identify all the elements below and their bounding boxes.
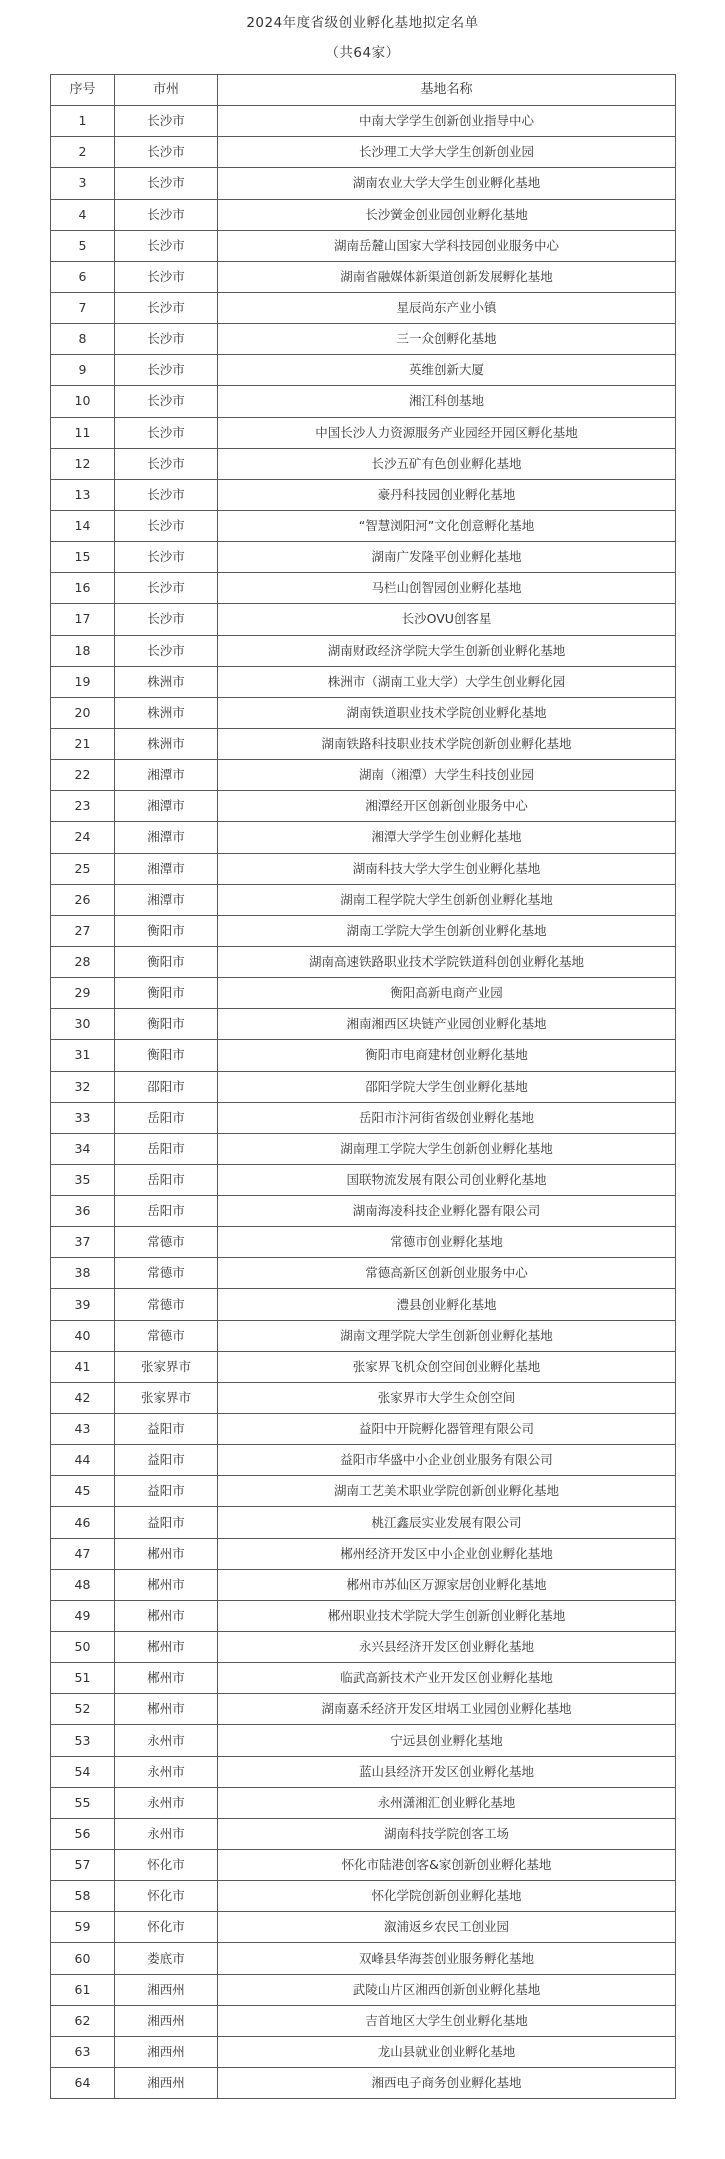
cell-base-name: 郴州市苏仙区万源家居创业孵化基地 <box>218 1569 676 1600</box>
table-row <box>51 1227 676 1258</box>
table-row <box>51 1414 676 1445</box>
table-row <box>51 199 676 230</box>
cell-city: 岳阳市 <box>115 1133 218 1164</box>
cell-serial-number: 45 <box>51 1476 115 1507</box>
cell-base-name: 湖南铁路科技职业技术学院创新创业孵化基地 <box>218 728 676 759</box>
cell-city: 永州市 <box>115 1756 218 1787</box>
cell-serial-number: 14 <box>51 510 115 541</box>
cell-city: 衡阳市 <box>115 946 218 977</box>
cell-base-name: 长沙黉金创业园创业孵化基地 <box>218 199 676 230</box>
cell-serial-number: 11 <box>51 417 115 448</box>
cell-serial-number: 43 <box>51 1414 115 1445</box>
cell-serial-number: 24 <box>51 822 115 853</box>
cell-serial-number: 36 <box>51 1196 115 1227</box>
cell-city: 长沙市 <box>115 106 218 137</box>
cell-base-name: 怀化学院创新创业孵化基地 <box>218 1881 676 1912</box>
cell-city: 长沙市 <box>115 324 218 355</box>
cell-base-name: 邵阳学院大学生创业孵化基地 <box>218 1071 676 1102</box>
table-row <box>51 1382 676 1413</box>
cell-city: 湘潭市 <box>115 853 218 884</box>
cell-serial-number: 23 <box>51 791 115 822</box>
cell-city: 怀化市 <box>115 1881 218 1912</box>
cell-serial-number: 22 <box>51 760 115 791</box>
cell-serial-number: 37 <box>51 1227 115 1258</box>
cell-base-name: 张家界飞机众创空间创业孵化基地 <box>218 1351 676 1382</box>
table-row <box>51 635 676 666</box>
cell-serial-number: 32 <box>51 1071 115 1102</box>
cell-base-name: 湖南科技学院创客工场 <box>218 1818 676 1849</box>
cell-serial-number: 46 <box>51 1507 115 1538</box>
cell-base-name: 吉首地区大学生创业孵化基地 <box>218 2005 676 2036</box>
cell-serial-number: 51 <box>51 1663 115 1694</box>
cell-city: 衡阳市 <box>115 1009 218 1040</box>
cell-city: 常德市 <box>115 1227 218 1258</box>
table-row <box>51 1102 676 1133</box>
cell-city: 长沙市 <box>115 542 218 573</box>
table-row <box>51 1694 676 1725</box>
table-row <box>51 1756 676 1787</box>
table-row <box>51 261 676 292</box>
cell-base-name: 湖南嘉禾经济开发区坩埚工业园创业孵化基地 <box>218 1694 676 1725</box>
table-row <box>51 137 676 168</box>
cell-base-name: 永兴县经济开发区创业孵化基地 <box>218 1632 676 1663</box>
cell-base-name: 株洲市（湖南工业大学）大学生创业孵化园 <box>218 666 676 697</box>
table-row <box>51 1974 676 2005</box>
cell-serial-number: 58 <box>51 1881 115 1912</box>
cell-city: 常德市 <box>115 1289 218 1320</box>
cell-serial-number: 49 <box>51 1600 115 1631</box>
cell-city: 湘西州 <box>115 2036 218 2067</box>
cell-base-name: 临武高新技术产业开发区创业孵化基地 <box>218 1663 676 1694</box>
cell-base-name: 三一众创孵化基地 <box>218 324 676 355</box>
cell-serial-number: 52 <box>51 1694 115 1725</box>
cell-city: 常德市 <box>115 1258 218 1289</box>
cell-base-name: 湖南文理学院大学生创新创业孵化基地 <box>218 1320 676 1351</box>
cell-base-name: 湖南工程学院大学生创新创业孵化基地 <box>218 884 676 915</box>
cell-base-name: 长沙OVU创客星 <box>218 604 676 635</box>
cell-base-name: 湖南岳麓山国家大学科技园创业服务中心 <box>218 230 676 261</box>
cell-serial-number: 5 <box>51 230 115 261</box>
cell-base-name: 岳阳市汴河街省级创业孵化基地 <box>218 1102 676 1133</box>
table-row <box>51 1196 676 1227</box>
cell-city: 长沙市 <box>115 355 218 386</box>
table-row <box>51 417 676 448</box>
cell-serial-number: 44 <box>51 1445 115 1476</box>
cell-city: 怀化市 <box>115 1850 218 1881</box>
table-row <box>51 1569 676 1600</box>
table-row <box>51 1320 676 1351</box>
table-row <box>51 1912 676 1943</box>
cell-base-name: 龙山县就业创业孵化基地 <box>218 2036 676 2067</box>
cell-serial-number: 59 <box>51 1912 115 1943</box>
cell-serial-number: 6 <box>51 261 115 292</box>
cell-base-name: 豪丹科技园创业孵化基地 <box>218 479 676 510</box>
table-row <box>51 1289 676 1320</box>
cell-serial-number: 9 <box>51 355 115 386</box>
cell-city: 益阳市 <box>115 1476 218 1507</box>
cell-serial-number: 3 <box>51 168 115 199</box>
cell-base-name: 常德高新区创新创业服务中心 <box>218 1258 676 1289</box>
table-row <box>51 1818 676 1849</box>
table-row <box>51 1538 676 1569</box>
cell-base-name: 宁远县创业孵化基地 <box>218 1725 676 1756</box>
cell-base-name: 湖南省融媒体新渠道创新发展孵化基地 <box>218 261 676 292</box>
table-row <box>51 386 676 417</box>
cell-serial-number: 64 <box>51 2068 115 2099</box>
table-row <box>51 915 676 946</box>
table-row <box>51 1881 676 1912</box>
cell-city: 长沙市 <box>115 137 218 168</box>
cell-base-name: 张家界市大学生众创空间 <box>218 1382 676 1413</box>
table-row <box>51 884 676 915</box>
cell-base-name: 湘西电子商务创业孵化基地 <box>218 2068 676 2099</box>
table-row <box>51 106 676 137</box>
header-city: 市州 <box>115 75 218 106</box>
table-row <box>51 1009 676 1040</box>
cell-serial-number: 54 <box>51 1756 115 1787</box>
cell-city: 常德市 <box>115 1320 218 1351</box>
cell-city: 郴州市 <box>115 1663 218 1694</box>
cell-city: 永州市 <box>115 1725 218 1756</box>
cell-serial-number: 42 <box>51 1382 115 1413</box>
cell-city: 长沙市 <box>115 199 218 230</box>
cell-base-name: 衡阳高新电商产业园 <box>218 978 676 1009</box>
cell-serial-number: 56 <box>51 1818 115 1849</box>
cell-base-name: 桃江鑫辰实业发展有限公司 <box>218 1507 676 1538</box>
cell-serial-number: 33 <box>51 1102 115 1133</box>
cell-base-name: 衡阳市电商建材创业孵化基地 <box>218 1040 676 1071</box>
cell-base-name: 长沙理工大学大学生创新创业园 <box>218 137 676 168</box>
cell-serial-number: 57 <box>51 1850 115 1881</box>
cell-city: 岳阳市 <box>115 1196 218 1227</box>
cell-serial-number: 19 <box>51 666 115 697</box>
cell-city: 长沙市 <box>115 292 218 323</box>
cell-city: 永州市 <box>115 1787 218 1818</box>
table-row <box>51 791 676 822</box>
cell-city: 长沙市 <box>115 230 218 261</box>
cell-serial-number: 35 <box>51 1164 115 1195</box>
table-row <box>51 292 676 323</box>
table-row <box>51 760 676 791</box>
table-row <box>51 479 676 510</box>
cell-serial-number: 53 <box>51 1725 115 1756</box>
cell-city: 郴州市 <box>115 1600 218 1631</box>
table-row <box>51 1071 676 1102</box>
table-row <box>51 1787 676 1818</box>
table-row <box>51 1850 676 1881</box>
cell-serial-number: 25 <box>51 853 115 884</box>
table-row <box>51 978 676 1009</box>
cell-serial-number: 1 <box>51 106 115 137</box>
incubator-list-table <box>50 74 676 2099</box>
cell-serial-number: 21 <box>51 728 115 759</box>
cell-serial-number: 16 <box>51 573 115 604</box>
table-row <box>51 168 676 199</box>
table-row <box>51 697 676 728</box>
table-row <box>51 2005 676 2036</box>
table-row <box>51 604 676 635</box>
cell-serial-number: 55 <box>51 1787 115 1818</box>
cell-base-name: 蓝山县经济开发区创业孵化基地 <box>218 1756 676 1787</box>
cell-base-name: 武陵山片区湘西创新创业孵化基地 <box>218 1974 676 2005</box>
table-row <box>51 1943 676 1974</box>
table-body <box>51 106 676 2099</box>
table-row <box>51 822 676 853</box>
cell-serial-number: 26 <box>51 884 115 915</box>
cell-serial-number: 50 <box>51 1632 115 1663</box>
table-row <box>51 1600 676 1631</box>
table-row <box>51 728 676 759</box>
cell-city: 益阳市 <box>115 1507 218 1538</box>
cell-serial-number: 7 <box>51 292 115 323</box>
cell-city: 岳阳市 <box>115 1102 218 1133</box>
cell-serial-number: 63 <box>51 2036 115 2067</box>
cell-serial-number: 29 <box>51 978 115 1009</box>
table-row <box>51 230 676 261</box>
cell-base-name: 湖南广发隆平创业孵化基地 <box>218 542 676 573</box>
cell-city: 长沙市 <box>115 635 218 666</box>
cell-base-name: 湘潭大学学生创业孵化基地 <box>218 822 676 853</box>
document-subtitle: （共64家） <box>325 45 400 61</box>
table-row <box>51 573 676 604</box>
cell-base-name: 湘潭经开区创新创业服务中心 <box>218 791 676 822</box>
cell-base-name: 郴州经济开发区中小企业创业孵化基地 <box>218 1538 676 1569</box>
cell-city: 株洲市 <box>115 666 218 697</box>
cell-city: 永州市 <box>115 1818 218 1849</box>
cell-serial-number: 30 <box>51 1009 115 1040</box>
cell-city: 衡阳市 <box>115 978 218 1009</box>
table-row <box>51 510 676 541</box>
cell-base-name: 永州潇湘汇创业孵化基地 <box>218 1787 676 1818</box>
cell-serial-number: 62 <box>51 2005 115 2036</box>
cell-city: 湘西州 <box>115 2068 218 2099</box>
header-base-name: 基地名称 <box>218 75 676 106</box>
cell-city: 湘潭市 <box>115 822 218 853</box>
table-row <box>51 1351 676 1382</box>
table-row <box>51 542 676 573</box>
cell-city: 长沙市 <box>115 573 218 604</box>
cell-city: 长沙市 <box>115 386 218 417</box>
cell-base-name: 英维创新大厦 <box>218 355 676 386</box>
cell-base-name: 马栏山创智园创业孵化基地 <box>218 573 676 604</box>
cell-city: 娄底市 <box>115 1943 218 1974</box>
cell-city: 郴州市 <box>115 1632 218 1663</box>
cell-serial-number: 47 <box>51 1538 115 1569</box>
table-row <box>51 946 676 977</box>
cell-city: 长沙市 <box>115 261 218 292</box>
cell-base-name: 湘江科创基地 <box>218 386 676 417</box>
cell-base-name: 益阳中开院孵化器管理有限公司 <box>218 1414 676 1445</box>
table-row <box>51 324 676 355</box>
table-row <box>51 1040 676 1071</box>
cell-city: 衡阳市 <box>115 915 218 946</box>
cell-serial-number: 12 <box>51 448 115 479</box>
cell-serial-number: 8 <box>51 324 115 355</box>
cell-base-name: 湖南海凌科技企业孵化器有限公司 <box>218 1196 676 1227</box>
cell-city: 长沙市 <box>115 479 218 510</box>
cell-serial-number: 60 <box>51 1943 115 1974</box>
cell-base-name: 湘南湘西区块链产业园创业孵化基地 <box>218 1009 676 1040</box>
table-row <box>51 1164 676 1195</box>
cell-city: 长沙市 <box>115 604 218 635</box>
table-row <box>51 1725 676 1756</box>
cell-base-name: 中国长沙人力资源服务产业园经开园区孵化基地 <box>218 417 676 448</box>
table-row <box>51 1445 676 1476</box>
cell-base-name: 湖南科技大学大学生创业孵化基地 <box>218 853 676 884</box>
cell-serial-number: 10 <box>51 386 115 417</box>
cell-base-name: 双峰县华海荟创业服务孵化基地 <box>218 1943 676 1974</box>
cell-serial-number: 15 <box>51 542 115 573</box>
cell-city: 张家界市 <box>115 1351 218 1382</box>
cell-base-name: 湖南理工学院大学生创新创业孵化基地 <box>218 1133 676 1164</box>
cell-city: 郴州市 <box>115 1538 218 1569</box>
cell-base-name: 星辰尚东产业小镇 <box>218 292 676 323</box>
table-row <box>51 1476 676 1507</box>
cell-city: 湘西州 <box>115 2005 218 2036</box>
cell-serial-number: 4 <box>51 199 115 230</box>
cell-city: 益阳市 <box>115 1445 218 1476</box>
document-title: 2024年度省级创业孵化基地拟定名单 <box>246 15 479 31</box>
cell-city: 长沙市 <box>115 510 218 541</box>
cell-city: 长沙市 <box>115 417 218 448</box>
cell-serial-number: 17 <box>51 604 115 635</box>
table-row <box>51 853 676 884</box>
header-serial-number: 序号 <box>51 75 115 106</box>
cell-serial-number: 61 <box>51 1974 115 2005</box>
cell-base-name: 益阳市华盛中小企业创业服务有限公司 <box>218 1445 676 1476</box>
cell-serial-number: 31 <box>51 1040 115 1071</box>
table-row <box>51 1258 676 1289</box>
table-row <box>51 448 676 479</box>
cell-city: 湘潭市 <box>115 791 218 822</box>
cell-base-name: 湖南高速铁路职业技术学院铁道科创创业孵化基地 <box>218 946 676 977</box>
table-row <box>51 1507 676 1538</box>
cell-base-name: 湖南铁道职业技术学院创业孵化基地 <box>218 697 676 728</box>
cell-serial-number: 28 <box>51 946 115 977</box>
cell-base-name: 长沙五矿有色创业孵化基地 <box>218 448 676 479</box>
cell-serial-number: 39 <box>51 1289 115 1320</box>
cell-city: 张家界市 <box>115 1382 218 1413</box>
cell-base-name: 郴州职业技术学院大学生创新创业孵化基地 <box>218 1600 676 1631</box>
cell-city: 郴州市 <box>115 1569 218 1600</box>
cell-city: 湘西州 <box>115 1974 218 2005</box>
cell-serial-number: 27 <box>51 915 115 946</box>
cell-city: 长沙市 <box>115 448 218 479</box>
table-row <box>51 666 676 697</box>
cell-serial-number: 48 <box>51 1569 115 1600</box>
cell-city: 长沙市 <box>115 168 218 199</box>
cell-base-name: 湖南农业大学大学生创业孵化基地 <box>218 168 676 199</box>
cell-base-name: 常德市创业孵化基地 <box>218 1227 676 1258</box>
cell-city: 株洲市 <box>115 697 218 728</box>
cell-base-name: 湖南财政经济学院大学生创新创业孵化基地 <box>218 635 676 666</box>
cell-serial-number: 34 <box>51 1133 115 1164</box>
table-row <box>51 1133 676 1164</box>
cell-city: 衡阳市 <box>115 1040 218 1071</box>
cell-city: 湘潭市 <box>115 884 218 915</box>
cell-city: 益阳市 <box>115 1414 218 1445</box>
cell-serial-number: 2 <box>51 137 115 168</box>
cell-base-name: “智慧浏阳河”文化创意孵化基地 <box>218 510 676 541</box>
cell-city: 株洲市 <box>115 728 218 759</box>
table-row <box>51 2036 676 2067</box>
table-row <box>51 1663 676 1694</box>
cell-city: 怀化市 <box>115 1912 218 1943</box>
table-row <box>51 355 676 386</box>
cell-city: 邵阳市 <box>115 1071 218 1102</box>
cell-city: 岳阳市 <box>115 1164 218 1195</box>
cell-base-name: 澧县创业孵化基地 <box>218 1289 676 1320</box>
cell-city: 湘潭市 <box>115 760 218 791</box>
cell-base-name: 溆浦返乡农民工创业园 <box>218 1912 676 1943</box>
table-header-row <box>51 75 676 106</box>
cell-serial-number: 13 <box>51 479 115 510</box>
cell-base-name: 湖南工艺美术职业学院创新创业孵化基地 <box>218 1476 676 1507</box>
cell-base-name: 怀化市陆港创客&家创新创业孵化基地 <box>218 1850 676 1881</box>
cell-serial-number: 38 <box>51 1258 115 1289</box>
cell-base-name: 国联物流发展有限公司创业孵化基地 <box>218 1164 676 1195</box>
table-row <box>51 1632 676 1663</box>
cell-serial-number: 41 <box>51 1351 115 1382</box>
cell-base-name: 中南大学学生创新创业指导中心 <box>218 106 676 137</box>
cell-serial-number: 40 <box>51 1320 115 1351</box>
cell-serial-number: 18 <box>51 635 115 666</box>
cell-base-name: 湖南（湘潭）大学生科技创业园 <box>218 760 676 791</box>
cell-city: 郴州市 <box>115 1694 218 1725</box>
table-row <box>51 2068 676 2099</box>
cell-serial-number: 20 <box>51 697 115 728</box>
cell-base-name: 湖南工学院大学生创新创业孵化基地 <box>218 915 676 946</box>
